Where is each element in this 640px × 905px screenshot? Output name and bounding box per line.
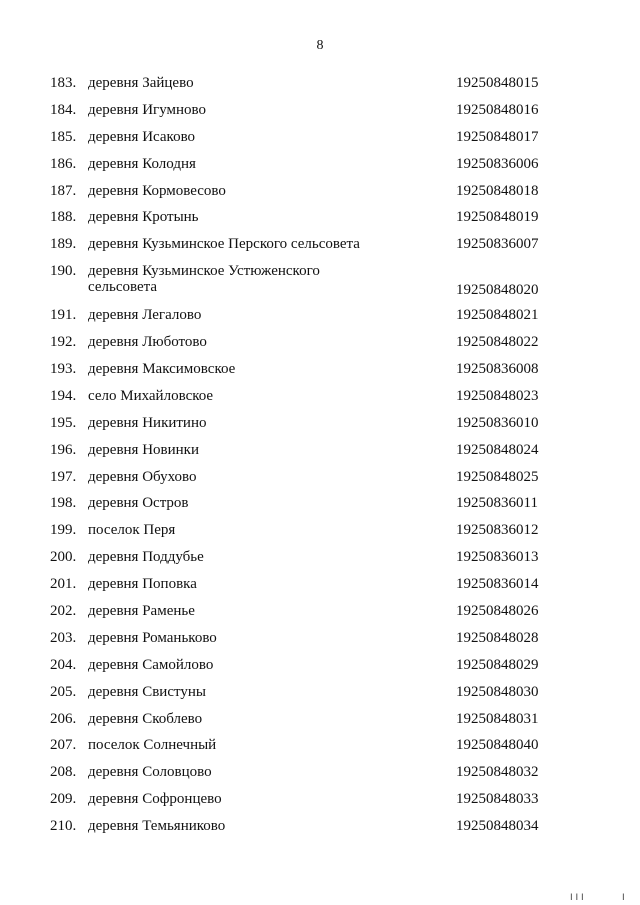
row-number: 200. (50, 549, 77, 566)
oktmo-code: 19250836007 (456, 236, 539, 253)
table-row (0, 519, 640, 546)
table-row (0, 358, 640, 385)
settlement-name: поселок Солнечный (88, 737, 217, 754)
row-number: 198. (50, 495, 77, 512)
oktmo-code: 19250848030 (456, 683, 539, 700)
row-number: 204. (50, 656, 77, 673)
settlement-name: деревня Кормовесово (88, 182, 226, 199)
row-number: 189. (50, 236, 77, 253)
oktmo-code: 19250848024 (456, 441, 539, 458)
settlement-name: деревня Колодня (88, 155, 196, 172)
oktmo-code: 19250848033 (456, 791, 539, 808)
oktmo-code: 19250848031 (456, 710, 539, 727)
oktmo-code: 19250848019 (456, 209, 539, 226)
table-row (0, 72, 640, 99)
table-row (0, 546, 640, 573)
row-number: 199. (50, 522, 77, 539)
table-row (0, 708, 640, 735)
table-row (0, 681, 640, 708)
oktmo-code: 19250836010 (456, 414, 539, 431)
settlement-name: деревня Новинки (88, 441, 199, 458)
page-number: 8 (316, 38, 324, 53)
settlement-name: деревня Романьково (88, 629, 217, 646)
settlement-name: деревня Скоблево (88, 710, 203, 727)
oktmo-code: 19250848018 (456, 182, 539, 199)
oktmo-code: 19250836014 (456, 576, 539, 593)
scan-artifact: I I I (570, 893, 584, 903)
oktmo-code: 19250848040 (456, 737, 539, 754)
oktmo-code: 19250848023 (456, 387, 539, 404)
settlement-name: деревня Максимовское (88, 361, 236, 378)
settlement-name: деревня Кузьминское Перского сельсовета (88, 236, 360, 253)
row-number: 196. (50, 441, 77, 458)
row-number: 183. (50, 75, 77, 91)
oktmo-code: 19250848028 (456, 629, 539, 646)
settlement-name: поселок Перя (88, 522, 176, 539)
row-number: 194. (50, 387, 77, 404)
oktmo-code: 19250848016 (456, 101, 539, 118)
row-number: 192. (50, 334, 77, 351)
table-row (0, 153, 640, 180)
table-row (0, 233, 640, 260)
row-number: 208. (50, 764, 77, 781)
table-row (0, 600, 640, 627)
oktmo-code: 19250836012 (456, 522, 539, 539)
row-number: 206. (50, 710, 77, 727)
table-row (0, 654, 640, 681)
table-row (0, 304, 640, 331)
row-number: 185. (50, 128, 77, 145)
row-number: 193. (50, 361, 77, 378)
table-row (0, 627, 640, 654)
row-number: 201. (50, 576, 77, 593)
settlement-name: деревня Кузьминское Устюженского сельсовета (88, 263, 320, 296)
settlement-name: деревня Игумново (88, 101, 206, 118)
table-row (0, 815, 640, 842)
settlement-name: деревня Самойлово (88, 656, 214, 673)
row-number: 210. (50, 818, 77, 835)
settlement-name: деревня Софронцево (88, 791, 222, 808)
table-row (0, 734, 640, 761)
oktmo-code: 19250836013 (456, 549, 539, 566)
table-row (0, 788, 640, 815)
table-row (0, 385, 640, 412)
oktmo-code: 19250848026 (456, 603, 539, 620)
settlement-name: деревня Раменье (88, 603, 195, 620)
settlement-name: деревня Люботово (88, 334, 207, 351)
table-row (0, 331, 640, 358)
settlement-name: деревня Остров (88, 495, 189, 512)
settlement-name: деревня Поповка (88, 576, 197, 593)
oktmo-code: 19250848015 (456, 75, 539, 91)
settlement-name: деревня Соловцово (88, 764, 212, 781)
row-number: 207. (50, 737, 77, 754)
settlement-name: деревня Поддубье (88, 549, 204, 566)
row-number: 184. (50, 101, 77, 118)
table-row (0, 180, 640, 207)
row-number: 188. (50, 209, 77, 226)
row-number: 203. (50, 629, 77, 646)
table-row (0, 99, 640, 126)
scan-artifact: I (622, 893, 625, 903)
settlement-name: деревня Обухово (88, 468, 197, 485)
row-number: 197. (50, 468, 77, 485)
oktmo-code: 19250848034 (456, 818, 539, 835)
table-row (0, 573, 640, 600)
table-row (0, 492, 640, 519)
row-number: 202. (50, 603, 77, 620)
table-row (0, 126, 640, 153)
settlement-name: деревня Легалово (88, 307, 202, 324)
row-number: 209. (50, 791, 77, 808)
oktmo-code: 19250836008 (456, 361, 539, 378)
row-number: 186. (50, 155, 77, 172)
oktmo-code: 19250848025 (456, 468, 539, 485)
table-row (0, 206, 640, 233)
row-number: 205. (50, 683, 77, 700)
settlement-name: деревня Исаково (88, 128, 196, 145)
settlement-name: деревня Никитино (88, 414, 207, 431)
table-row (0, 260, 640, 304)
oktmo-code: 19250848029 (456, 656, 539, 673)
oktmo-code: 19250836011 (456, 495, 538, 512)
table-row (0, 761, 640, 788)
table-row (0, 466, 640, 493)
table-row (0, 412, 640, 439)
oktmo-code: 19250848021 (456, 307, 539, 324)
settlement-name: деревня Темьяниково (88, 818, 226, 835)
settlement-name: село Михайловское (88, 387, 214, 404)
oktmo-code: 19250836006 (456, 155, 539, 172)
row-number: 195. (50, 414, 77, 431)
row-number: 190. (50, 263, 77, 280)
row-number: 187. (50, 182, 77, 199)
oktmo-code: 19250848017 (456, 128, 539, 145)
settlement-name: деревня Кротынь (88, 209, 199, 226)
oktmo-code: 19250848022 (456, 334, 539, 351)
settlement-list (0, 72, 640, 842)
settlement-name: деревня Свистуны (88, 683, 206, 700)
oktmo-code: 19250848020 (456, 282, 539, 299)
table-row (0, 439, 640, 466)
row-number: 191. (50, 307, 77, 324)
oktmo-code: 19250848032 (456, 764, 539, 781)
settlement-name: деревня Зайцево (88, 75, 194, 91)
